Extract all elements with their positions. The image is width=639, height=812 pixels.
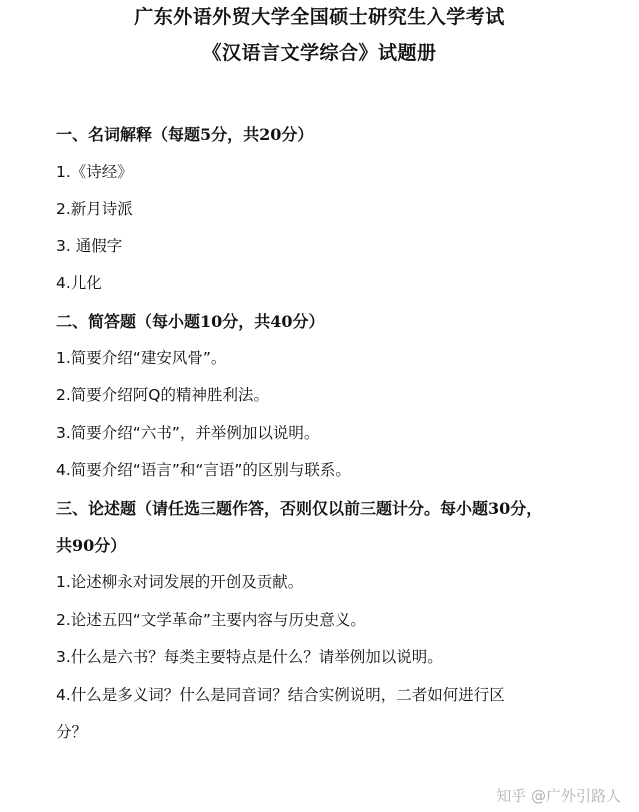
- question-item: 2.论述五四“文学革命”主要内容与历史意义。: [56, 611, 366, 629]
- page-title-line-2: 《汉语言文学综合》试题册: [202, 42, 437, 64]
- page-title-line-1: 广东外语外贸大学全国硕士研究生入学考试: [134, 6, 505, 28]
- watermark: 知乎 @广外引路人: [496, 787, 621, 805]
- question-item: 1.简要介绍“建安风骨”。: [56, 349, 227, 367]
- question-item: 4.什么是多义词？什么是同音词？结合实例说明，二者如何进行区: [56, 686, 505, 704]
- question-item: 4.儿化: [56, 274, 102, 292]
- section-heading-3-cont: 共90分）: [56, 536, 127, 555]
- question-item: 1.《诗经》: [56, 163, 133, 181]
- section-heading-3: 三、论述题（请任选三题作答，否则仅以前三题计分。每小题30分，: [56, 499, 543, 518]
- question-item: 4.简要介绍“语言”和“言语”的区别与联系。: [56, 461, 351, 479]
- question-item: 2.新月诗派: [56, 200, 133, 218]
- question-item: 3. 通假字: [56, 237, 123, 255]
- question-item: 1.论述柳永对词发展的开创及贡献。: [56, 573, 304, 591]
- question-item: 3.简要介绍“六书”，并举例加以说明。: [56, 424, 320, 442]
- question-item-cont: 分？: [56, 723, 88, 741]
- question-item: 2.简要介绍阿Q的精神胜利法。: [56, 386, 269, 404]
- section-heading-2: 二、简答题（每小题10分，共40分）: [56, 312, 325, 331]
- section-heading-1: 一、名词解释（每题5分，共20分）: [56, 125, 314, 144]
- question-item: 3.什么是六书？每类主要特点是什么？请举例加以说明。: [56, 648, 443, 666]
